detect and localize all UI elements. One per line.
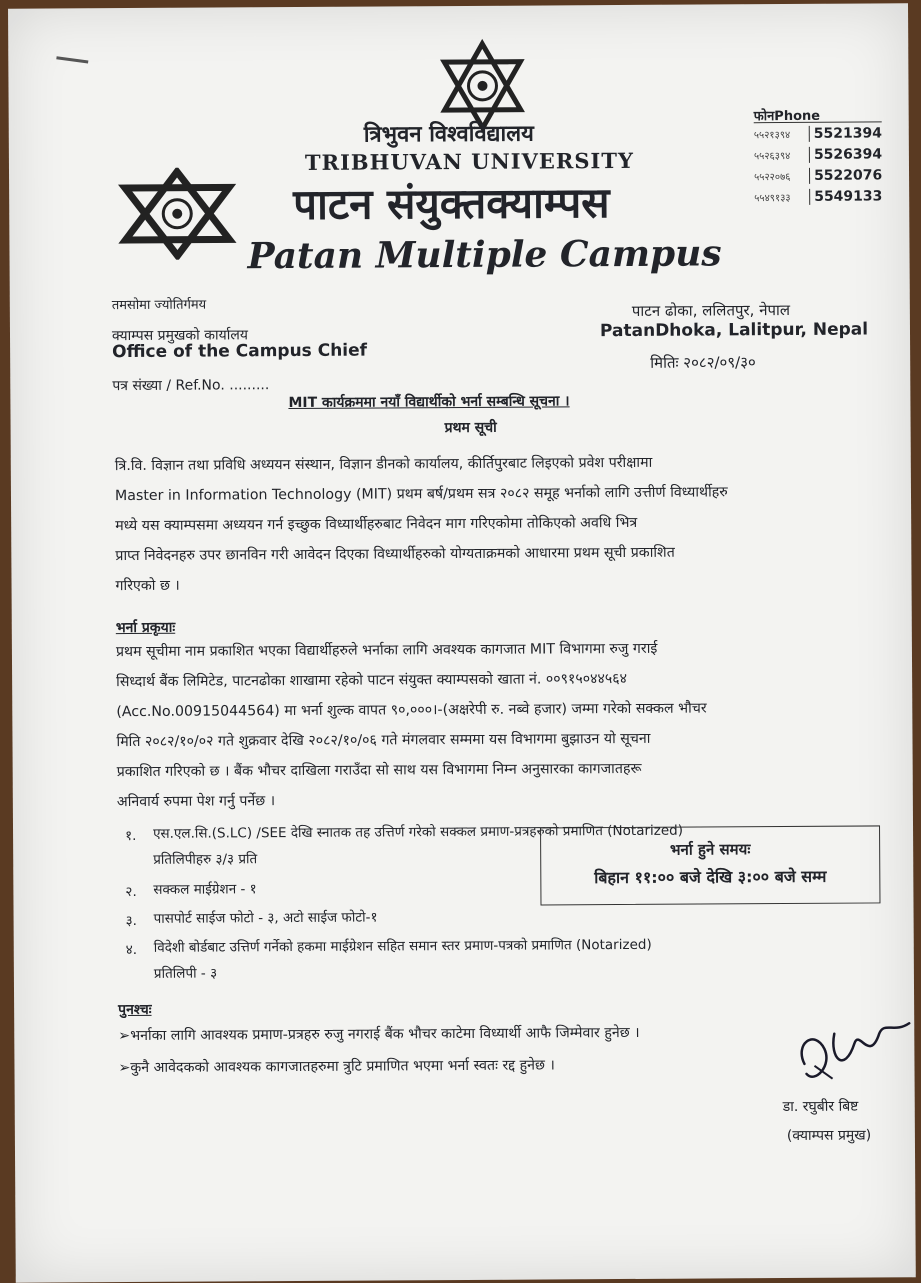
document-item: प्रतिलिपी - ३ (153, 965, 218, 982)
ps-heading: पुनश्चः (118, 1001, 152, 1019)
intro-line: Master in Information Technology (MIT) प्रथम बर्ष/प्रथम सत्र २०८२ समूह भर्नाको लागि उत्तीर्ण विध्यार्थीहरु (114, 484, 728, 505)
process-line: सिध्दार्थ बैंक लिमिटेड, पाटनढोका शाखामा रहेको पाटन संयुक्त क्याम्पसको खाता नं. ००९१५०४४५६४ (116, 670, 628, 691)
phone-number-np: ५५४९१३३ (754, 192, 791, 204)
phone-number: 5521394 (809, 125, 882, 141)
process-line: प्रकाशित गरिएको छ । बैंक भौचर दाखिला गराउँदा सो साथ यस विभागमा निम्न अनुसारका कागजातहरू (116, 760, 642, 781)
intro-line: गरिएको छ । (115, 577, 180, 595)
address-np: पाटन ढोका, ललितपुर, नेपाल (631, 300, 791, 320)
phone-row (754, 185, 882, 207)
notice-date: मितिः २०८२/०९/३० (650, 353, 756, 372)
university-name-np: त्रिभुवन विश्वविद्यालय (363, 121, 534, 148)
reference-number: पत्र संख्या / Ref.No. ......... (112, 377, 270, 395)
ps-line: ➢कुनै आवेदकको आवश्यक कागजातहरुमा त्रुटि प्रमाणित भएमा भर्ना स्वतः रद्द हुनेछ । (118, 1057, 555, 1077)
signature-icon (784, 1003, 915, 1094)
signatory-name: डा. रघुबीर बिष्ट (782, 1098, 859, 1116)
process-line: (Acc.No.00915044564) मा भर्ना शुल्क वापत ९०,०००।-(अक्षरेपी रु. नब्वे हजार) जम्मा गरेको सक्कल भौचर (116, 700, 707, 721)
phone-list (754, 121, 883, 207)
intro-line: प्राप्त निवेदनहरु उपर छानविन गरी आवेदन दिएका विध्यार्थीहरुको योग्यताक्रमको आधारमा प्रथम सूची प्रकाशित (115, 544, 675, 565)
process-heading: भर्ना प्रकृयाः (115, 619, 176, 637)
phone-row (754, 164, 882, 186)
document-number: २. (125, 883, 137, 901)
phone-number-np: ५५२६३९४ (753, 150, 791, 162)
document-item: एस.एल.सि.(S.LC) /SEE देखि स्नातक तह उत्तिर्ण गरेको सक्कल प्रमाण-प्रत्रहरुको प्रमाणित (Notarized) (153, 822, 684, 842)
process-line: प्रथम सूचीमा नाम प्रकाशित भएका विद्यार्थीहरुले भर्नाका लागि अवश्यक कागजात MIT विभागमा रुजु गराई (115, 640, 658, 661)
phone-number-np: ५५२१३९४ (753, 129, 791, 141)
office-name-en: Office of the Campus Chief (112, 340, 368, 363)
address-en: PatanDhoka, Lalitpur, Nepal (599, 319, 869, 342)
signatory-title: (क्याम्पस प्रमुख) (786, 1127, 872, 1145)
document-number: ४. (125, 941, 138, 959)
process-line: अनिवार्य रुपमा पेश गर्नु पर्नेछ । (116, 793, 276, 811)
intro-line: त्रि.वि. विज्ञान तथा प्रविधि अध्ययन संस्थान, विज्ञान डीनको कार्यालय, कीर्तिपुरबाट लिइएको प्रवेश परीक्षामा (114, 454, 653, 475)
pen-mark (56, 56, 88, 63)
campus-name-np: पाटन संयुक्तक्याम्पस (293, 178, 610, 230)
document-number: १. (125, 827, 137, 845)
admission-time-title: भर्ना हुने समयः (669, 840, 751, 859)
campus-emblem-icon (117, 167, 238, 260)
motto: तमसोमा ज्योतिर्गमय (111, 297, 207, 314)
phone-number: 5522076 (809, 167, 882, 183)
document-number: ३. (125, 912, 137, 930)
notice-subtitle: प्रथम सूची (444, 419, 497, 437)
campus-name-en: Patan Multiple Campus (247, 232, 722, 278)
phone-label: फोनPhone (753, 108, 821, 125)
university-name-en: TRIBHUVAN UNIVERSITY (304, 147, 634, 175)
document-item: विदेशी बोर्डबाट उत्तिर्ण गर्नेको हकमा माईग्रेशन सहित समान स्तर प्रमाण-पत्रको प्रमाणित (Notarized) (153, 936, 652, 956)
notice-page (8, 3, 916, 1282)
document-item: सक्कल माईग्रेशन - १ (153, 881, 257, 898)
office-name-np: क्याम्पस प्रमुखको कार्यालय (111, 327, 248, 345)
phone-row (754, 122, 882, 144)
intro-line: मध्ये यस क्याम्पसमा अध्ययन गर्न इच्छुक विध्यार्थीहरुबाट निवेदन माग गरिएकोमा तोकिएको अवधि भित्र (115, 514, 638, 535)
phone-number-np: ५५२२०७६ (754, 171, 791, 183)
process-line: मिति २०८२/१०/०२ गते शुक्रवार देखि २०८२/१०/०६ गते मंगलवार सम्ममा यस विभागमा बुझाउन यो सूचना (116, 730, 651, 751)
document-item: पासपोर्ट साईज फोटो - ३, अटो साईज फोटो-१ (153, 909, 378, 927)
notice-subject: MIT कार्यक्रममा नयाँ विद्यार्थीको भर्ना सम्बन्धि सूचना । (288, 393, 570, 412)
phone-number: 5549133 (809, 188, 882, 204)
document-item: प्रतिलिपीहरु ३/३ प्रति (153, 851, 258, 868)
phone-number: 5526394 (809, 146, 882, 162)
ps-line: ➢भर्नाका लागि आवश्यक प्रमाण-प्रत्रहरु रुजु नगराई बैंक भौचर काटेमा विध्यार्थी आफै जिम्मेवार हुनेछ । (118, 1024, 640, 1045)
phone-row (754, 143, 882, 165)
admission-time-box (540, 825, 880, 905)
admission-time-value: बिहान ११:०० बजे देखि ३:०० बजे सम्म (594, 866, 827, 888)
